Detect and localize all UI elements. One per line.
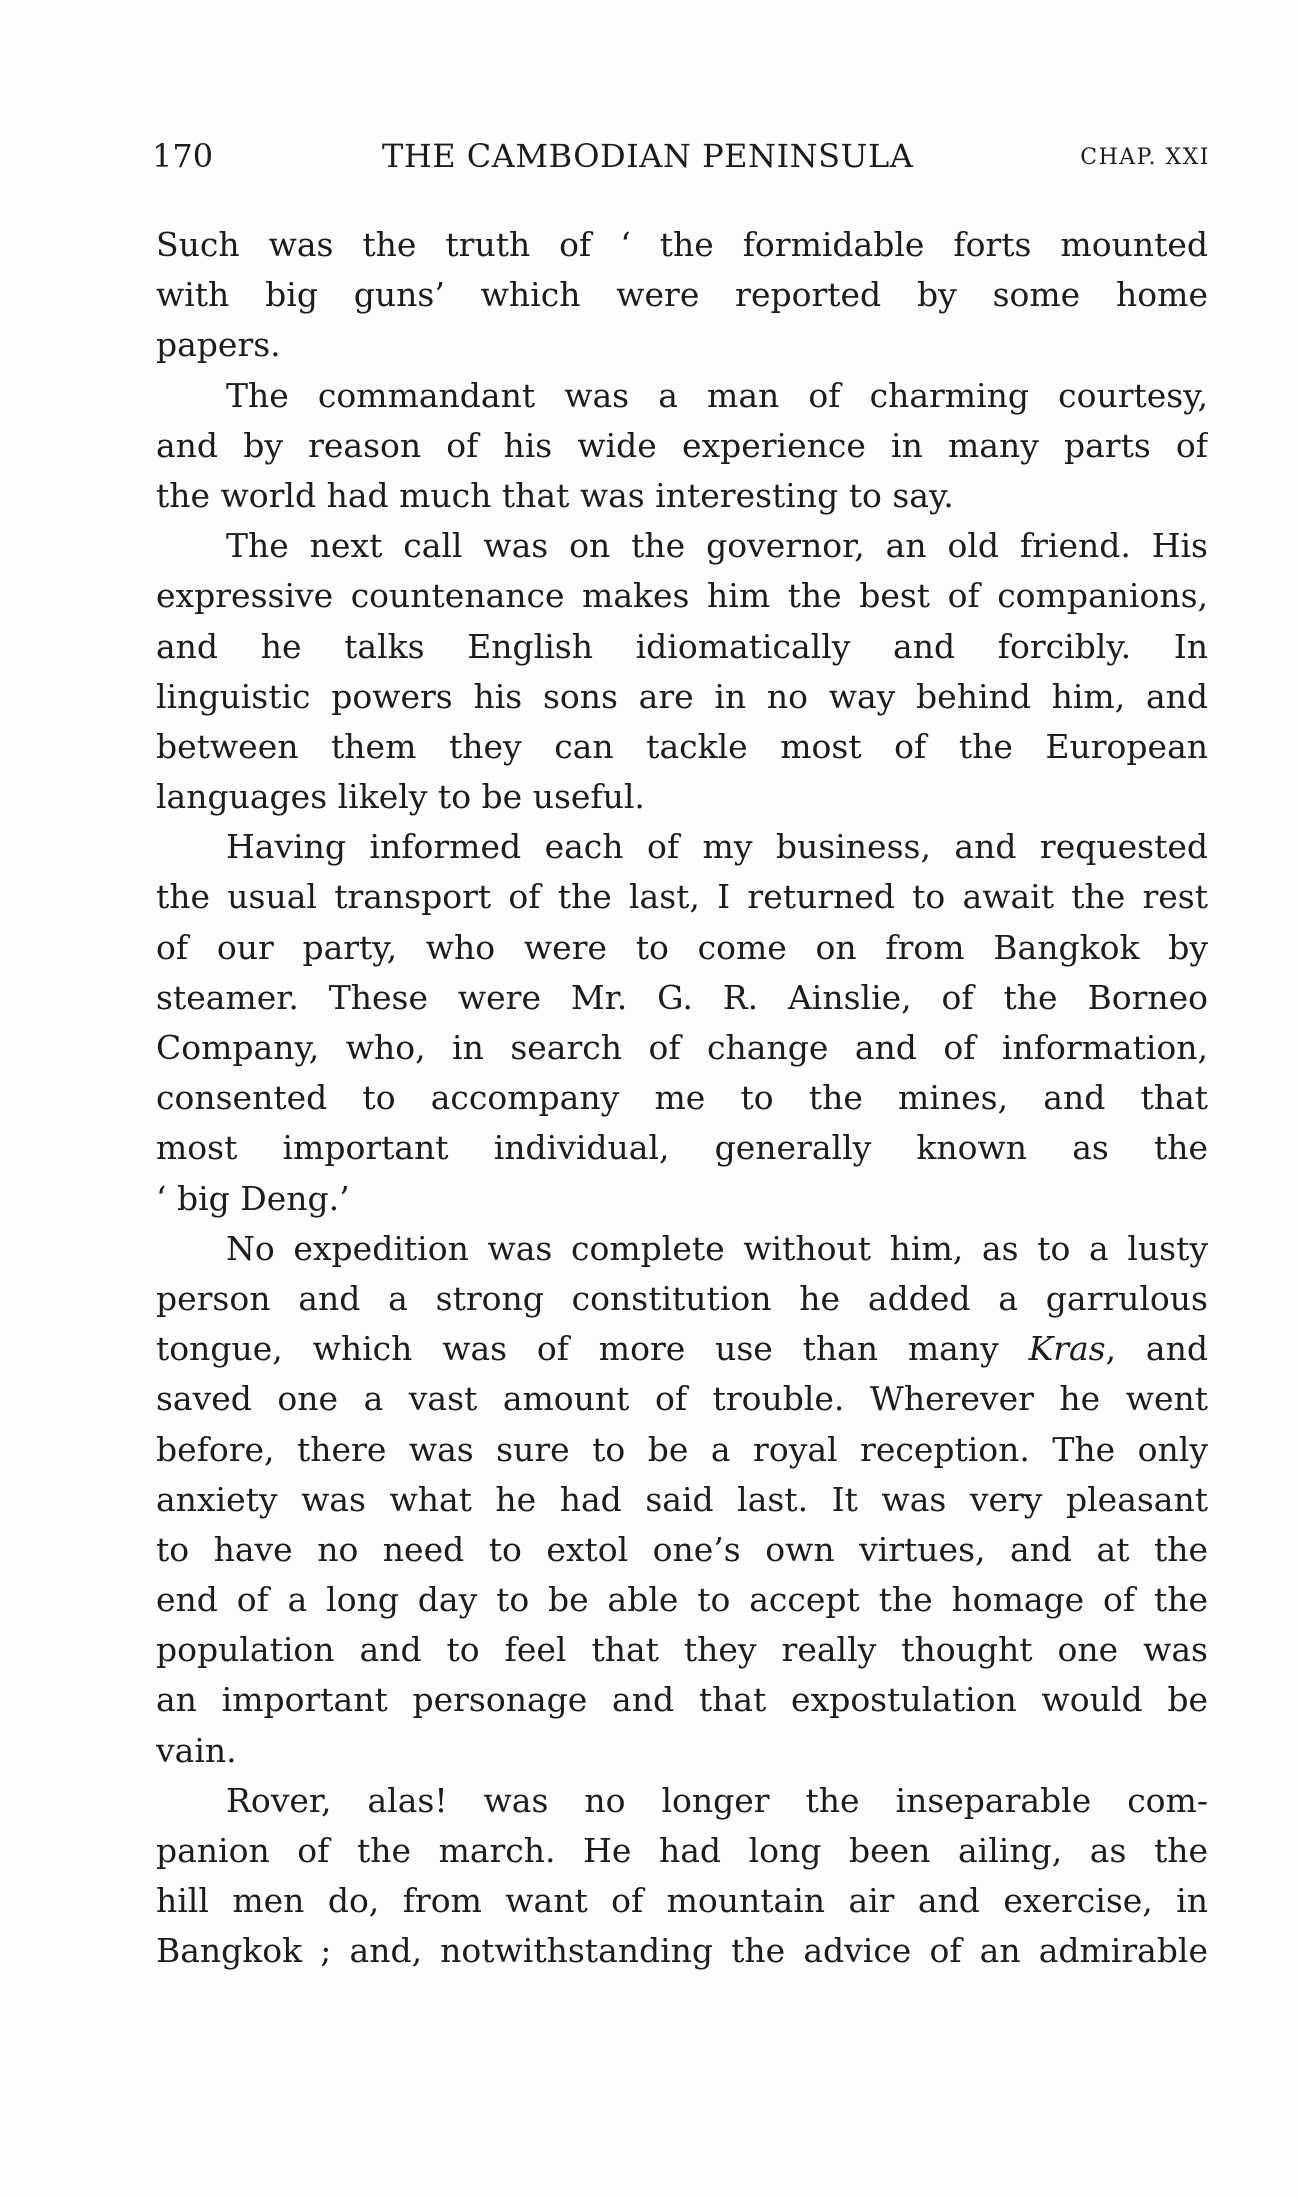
text-line: with big guns’ which were reported by some home xyxy=(156,275,1208,315)
text-line: person and a strong constitution he added a garrulous xyxy=(156,1278,1208,1318)
text-line: to have no need to extol one’s own virtues, and at the xyxy=(156,1529,1208,1569)
body-text xyxy=(156,220,1208,1977)
text-segment: tongue, which was of more use than many xyxy=(156,1329,1029,1369)
text-line: panion of the march. He had long been ailing, as the xyxy=(156,1831,1208,1870)
text-line: most important individual, generally known as the xyxy=(156,1128,1208,1168)
text-line: Company, who, in search of change and of information, xyxy=(156,1028,1208,1067)
text-line: the usual transport of the last, I returned to await the rest xyxy=(156,877,1208,917)
chapter-label: CHAP. XXI xyxy=(1080,145,1210,170)
page-number: 170 xyxy=(152,137,214,175)
text-line: of our party, who were to come on from Bangkok by xyxy=(156,927,1208,967)
text-line: consented to accompany me to the mines, and that xyxy=(156,1078,1208,1118)
text-line: Bangkok ; and, notwithstanding the advice of an admirable xyxy=(156,1931,1208,1971)
text-line: end of a long day to be able to accept the homage of the xyxy=(156,1580,1208,1620)
text-line: Having informed each of my business, and requested xyxy=(226,827,1208,867)
text-line: papers. xyxy=(156,325,281,365)
text-line: anxiety was what he had said last. It was very pleasant xyxy=(156,1479,1208,1519)
text-line: expressive countenance makes him the best of companions, xyxy=(156,576,1208,616)
text-line: The next call was on the governor, an old friend. His xyxy=(226,526,1208,566)
text-line: population and to feel that they really thought one was xyxy=(156,1630,1208,1670)
text-line: and by reason of his wide experience in many parts of xyxy=(156,425,1208,465)
text-line: ‘ big Deng.’ xyxy=(156,1178,350,1218)
text-line: saved one a vast amount of trouble. Wherever he went xyxy=(156,1379,1208,1419)
text-line: The commandant was a man of charming courtesy, xyxy=(226,375,1208,415)
text-line xyxy=(156,1324,1208,1374)
book-title: THE CAMBODIAN PENINSULA xyxy=(382,137,914,175)
text-line: Such was the truth of ‘ the formidable forts mounted xyxy=(156,225,1208,264)
text-line: languages likely to be useful. xyxy=(156,777,645,817)
running-head xyxy=(152,136,1210,176)
text-line: No expedition was complete without him, as to a lusty xyxy=(226,1228,1208,1268)
text-line: before, there was sure to be a royal reception. The only xyxy=(156,1429,1208,1469)
text-line: Rover, alas! was no longer the inseparable com- xyxy=(226,1780,1208,1820)
text-line: the world had much that was interesting to say. xyxy=(156,475,954,515)
text-line: an important personage and that expostulation would be xyxy=(156,1680,1208,1720)
text-segment: , and xyxy=(1105,1329,1208,1369)
text-line: hill men do, from want of mountain air and exercise, in xyxy=(156,1881,1208,1921)
text-line: between them they can tackle most of the European xyxy=(156,726,1208,766)
text-line: steamer. These were Mr. G. R. Ainslie, of the Borneo xyxy=(156,977,1208,1017)
italic-term: Kras xyxy=(1028,1329,1106,1369)
text-line: and he talks English idiomatically and forcibly. In xyxy=(156,626,1208,666)
text-line: linguistic powers his sons are in no way behind him, and xyxy=(156,676,1208,716)
text-line: vain. xyxy=(156,1730,237,1770)
